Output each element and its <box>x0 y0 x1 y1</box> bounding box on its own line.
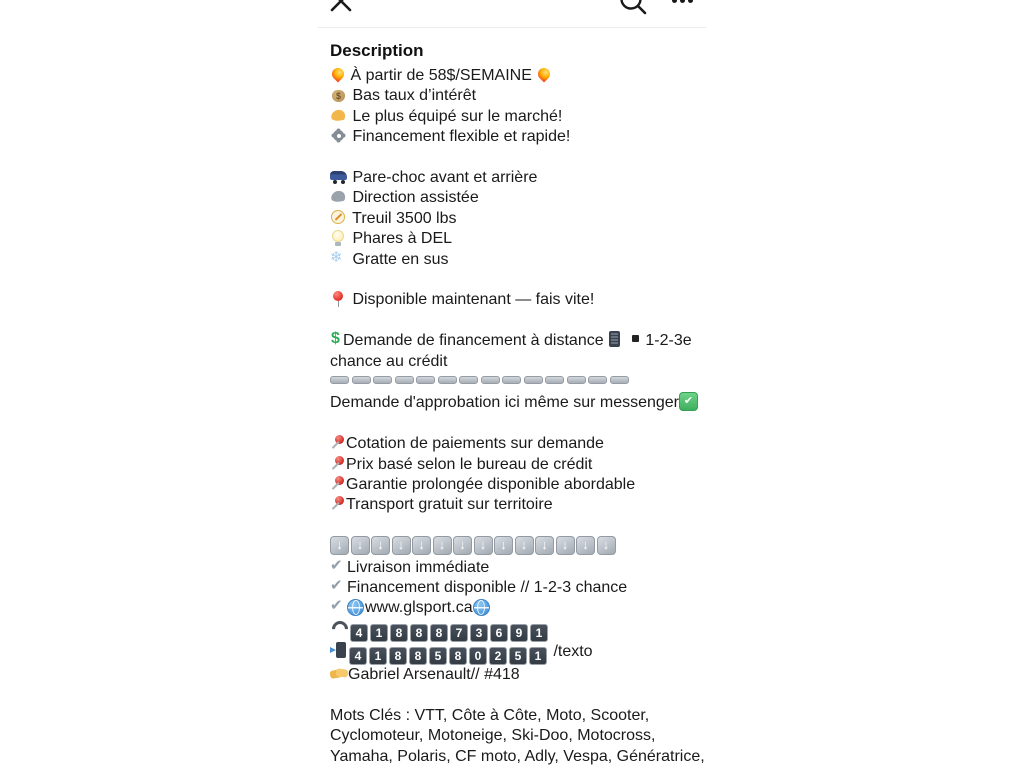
globe-icon <box>473 599 491 616</box>
arrowdown-icon <box>412 536 431 555</box>
keycap-digit-icon: 8 <box>410 624 428 642</box>
minus-icon <box>330 376 349 384</box>
description-line <box>330 685 696 705</box>
dollar-icon <box>330 331 343 348</box>
pushpin-icon <box>330 475 346 492</box>
description-line: Mots Clés : VTT, Côte à Côte, Moto, Scooter, <box>330 706 650 724</box>
minus-icon <box>459 376 478 384</box>
section-title: Description <box>330 41 424 60</box>
arrowdown-icon <box>433 536 452 555</box>
more-options-button[interactable] <box>672 0 693 3</box>
pushpin-icon <box>330 495 346 512</box>
description-line: ✔ Livraison immédiate <box>330 558 696 578</box>
description-line: $ Bas taux d’intérêt <box>330 86 696 106</box>
description-line: Yamaha, Polaris, CF moto, Adly, Vespa, Génératrice, <box>330 747 705 765</box>
keycap-digit-icon: 1 <box>370 624 388 642</box>
minus-icon <box>502 376 521 384</box>
description-line <box>330 536 696 557</box>
arrowdown-icon <box>392 536 411 555</box>
keycap-digit-icon: 8 <box>449 647 467 665</box>
description-line <box>330 148 696 168</box>
keycap-digit-icon: 8 <box>390 624 408 642</box>
bulb-icon <box>330 229 348 246</box>
pushpin-icon <box>330 455 346 472</box>
keycap-digit-icon: 0 <box>469 647 487 665</box>
arrowdown-icon <box>535 536 554 555</box>
description-line: Phares à DEL <box>330 229 696 249</box>
minus-icon <box>610 376 629 384</box>
keycap-digit-icon: 3 <box>470 624 488 642</box>
arrowdown-icon <box>494 536 513 555</box>
keycap-digit-icon: 5 <box>429 647 447 665</box>
phonearrow-icon <box>330 642 347 659</box>
description-line: Direction assistée <box>330 188 696 208</box>
description-body <box>330 66 705 767</box>
minus-icon <box>588 376 607 384</box>
receiver-icon <box>330 619 347 636</box>
description-line: Treuil 3500 lbs <box>330 209 696 229</box>
more-options-icon <box>672 0 677 3</box>
arrowdown-icon <box>556 536 575 555</box>
arrowdown-icon <box>597 536 616 555</box>
description-line <box>330 270 696 290</box>
minus-icon <box>545 376 564 384</box>
arrowdown-icon <box>371 536 390 555</box>
fire-icon <box>536 66 552 83</box>
keycap-digit-icon: 1 <box>529 647 547 665</box>
arrowdown-icon <box>515 536 534 555</box>
minus-icon <box>567 376 586 384</box>
minus-icon <box>352 376 371 384</box>
keycap-digit-icon: 8 <box>409 647 427 665</box>
description-line: Gabriel Arsenault// #418 <box>330 665 696 685</box>
more-options-icon <box>680 0 685 3</box>
pushpin-icon <box>330 434 346 451</box>
top-bar <box>318 0 706 28</box>
minus-icon <box>438 376 457 384</box>
description-line: Prix basé selon le bureau de crédit <box>330 455 696 475</box>
description-line: Financement flexible et rapide! <box>330 127 696 147</box>
description-line <box>330 311 696 331</box>
snowflake-icon <box>330 250 348 267</box>
arrowdown-icon <box>330 536 349 555</box>
gear-icon <box>330 127 348 144</box>
description-line <box>330 414 696 434</box>
description-line: ✔ www.glsport.ca <box>330 598 696 618</box>
description-line: Disponible maintenant — fais vite! <box>330 290 696 310</box>
handshake-icon <box>330 665 348 682</box>
keycap-digit-icon: 5 <box>509 647 527 665</box>
app-viewport <box>318 0 706 767</box>
arrowdown-icon <box>474 536 493 555</box>
minus-icon <box>416 376 435 384</box>
description-line: Pare-choc avant et arrière <box>330 168 696 188</box>
description-line: Demande d'approbation ici même sur messenger✔ <box>330 392 696 413</box>
compass-icon <box>330 209 348 226</box>
minus-icon <box>373 376 392 384</box>
keycap-digit-icon: 9 <box>510 624 528 642</box>
minus-icon <box>481 376 500 384</box>
fire-icon <box>330 66 346 83</box>
arrowdown-icon <box>453 536 472 555</box>
description-line: 4 1 8 8 5 8 0 2 5 1 /texto <box>330 642 696 665</box>
close-button[interactable] <box>328 0 354 14</box>
keycap-digit-icon: 6 <box>490 624 508 642</box>
keycap-digit-icon: 8 <box>430 624 448 642</box>
description-line: ✔ Financement disponible // 1-2-3 chance <box>330 578 696 598</box>
more-options-icon <box>688 0 693 3</box>
close-icon <box>328 0 354 14</box>
keycap-digit-icon: 2 <box>489 647 507 665</box>
description-line: Cotation de paiements sur demande <box>330 434 696 454</box>
keycap-digit-icon: 7 <box>450 624 468 642</box>
muscle-icon <box>330 107 348 124</box>
description-line: Cyclomoteur, Motoneige, Ski-Doo, Motocross, <box>330 727 656 745</box>
roundpin-icon <box>330 290 348 307</box>
description-line <box>330 372 696 392</box>
description-line: Le plus équipé sur le marché! <box>330 107 696 127</box>
keycap-digit-icon: 4 <box>349 647 367 665</box>
globe-icon <box>347 599 365 616</box>
description-section <box>318 28 706 767</box>
check-icon <box>330 558 347 575</box>
search-icon <box>618 0 648 16</box>
keycap-digit-icon: 1 <box>369 647 387 665</box>
minus-icon <box>395 376 414 384</box>
search-button[interactable] <box>618 0 648 16</box>
keycap-digit-icon: 4 <box>350 624 368 642</box>
description-line: À partir de 58$/SEMAINE <box>330 66 696 86</box>
description-line: Transport gratuit sur territoire <box>330 495 696 515</box>
description-line: $ Demande de financement à distance 1-2-3e <box>330 331 696 351</box>
keycap-digit-icon: 1 <box>530 624 548 642</box>
suv-icon <box>330 168 348 185</box>
arrowdown-icon <box>351 536 370 555</box>
description-line: Garantie prolongée disponible abordable <box>330 475 696 495</box>
description-line <box>330 619 696 642</box>
checkgreen-icon <box>679 392 698 411</box>
moneybag-icon <box>330 86 348 103</box>
mobile-icon <box>608 331 622 348</box>
keycap-digit-icon: 8 <box>389 647 407 665</box>
minus-icon <box>524 376 543 384</box>
check-icon <box>330 598 347 615</box>
mecharm-icon <box>330 188 348 205</box>
description-line <box>330 516 696 536</box>
check-icon <box>330 578 347 595</box>
description-line: chance au crédit <box>330 352 448 370</box>
smallsquare-icon <box>631 331 641 348</box>
description-line: ❄ Gratte en sus <box>330 250 696 270</box>
arrowdown-icon <box>576 536 595 555</box>
